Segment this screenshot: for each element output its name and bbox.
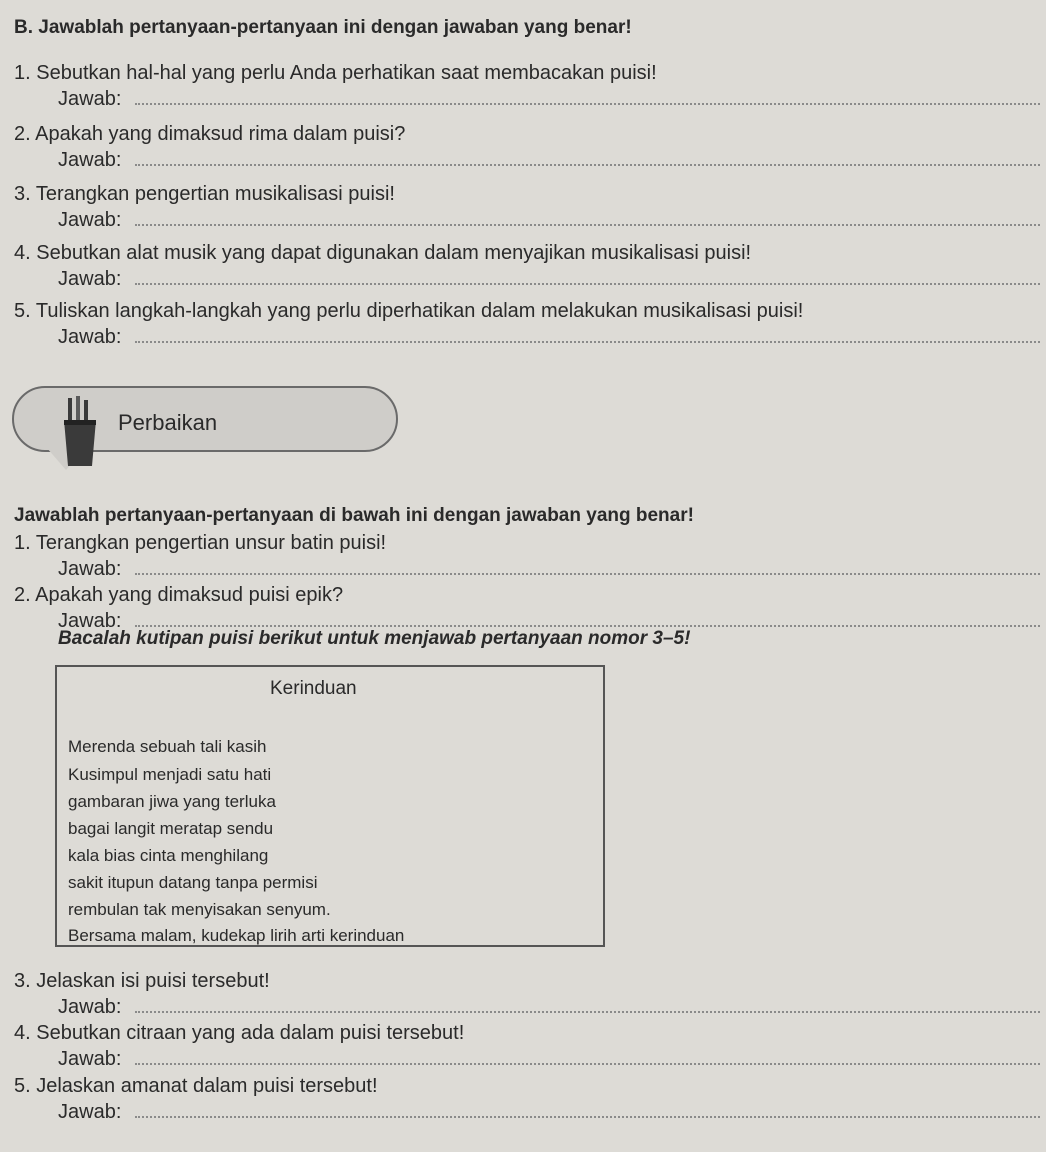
perbaikan-heading: Jawablah pertanyaan-pertanyaan di bawah ini dengan jawaban yang benar! bbox=[14, 505, 694, 526]
poem-line: rembulan tak menyisakan senyum. bbox=[68, 900, 331, 919]
perbaikan-answer-label-5: Jawab: bbox=[58, 1101, 122, 1123]
perbaikan-question-3: 3. Jelaskan isi puisi tersebut! bbox=[14, 970, 270, 992]
perbaikan-answer-line-4[interactable] bbox=[135, 1063, 1040, 1065]
question-3: 3. Terangkan pengertian musikalisasi puisi! bbox=[14, 183, 395, 205]
perbaikan-answer-label-1: Jawab: bbox=[58, 558, 122, 580]
answer-line-4[interactable] bbox=[135, 283, 1040, 285]
poem-line: sakit itupun datang tanpa permisi bbox=[68, 873, 318, 892]
poem-line: bagai langit meratap sendu bbox=[68, 819, 274, 838]
question-4: 4. Sebutkan alat musik yang dapat digunakan dalam menyajikan musikalisasi puisi! bbox=[14, 242, 752, 264]
perbaikan-question-2: 2. Apakah yang dimaksud puisi epik? bbox=[14, 584, 344, 606]
answer-line-2[interactable] bbox=[135, 164, 1040, 166]
perbaikan-answer-line-1[interactable] bbox=[135, 573, 1040, 575]
answer-line-3[interactable] bbox=[135, 224, 1040, 226]
answer-line-5[interactable] bbox=[135, 341, 1040, 343]
poem-line: Bersama malam, kudekap lirih arti kerinduan bbox=[68, 926, 405, 945]
perbaikan-answer-label-3: Jawab: bbox=[58, 996, 122, 1018]
perbaikan-answer-label-4: Jawab: bbox=[58, 1048, 122, 1070]
perbaikan-answer-line-5[interactable] bbox=[135, 1116, 1040, 1118]
question-1: 1. Sebutkan hal-hal yang perlu Anda perhatikan saat membacakan puisi! bbox=[14, 62, 657, 84]
poem-instruction: Bacalah kutipan puisi berikut untuk menjawab pertanyaan nomor 3–5! bbox=[58, 628, 691, 649]
answer-label-5: Jawab: bbox=[58, 326, 122, 348]
perbaikan-answer-label-2: Jawab: bbox=[58, 610, 122, 632]
poem-line: kala bias cinta menghilang bbox=[68, 846, 269, 865]
banner-label: Perbaikan bbox=[118, 410, 218, 435]
perbaikan-answer-line-3[interactable] bbox=[135, 1011, 1040, 1013]
poem-title: Kerinduan bbox=[270, 678, 357, 699]
perbaikan-question-5: 5. Jelaskan amanat dalam puisi tersebut! bbox=[14, 1075, 378, 1097]
section-b-heading: B. Jawablah pertanyaan-pertanyaan ini dengan jawaban yang benar! bbox=[14, 17, 632, 38]
answer-label-3: Jawab: bbox=[58, 209, 122, 231]
perbaikan-question-4: 4. Sebutkan citraan yang ada dalam puisi tersebut! bbox=[14, 1022, 465, 1044]
question-2: 2. Apakah yang dimaksud rima dalam puisi? bbox=[14, 123, 406, 145]
poem-line: Merenda sebuah tali kasih bbox=[68, 737, 267, 756]
answer-line-1[interactable] bbox=[135, 103, 1040, 105]
poem-line: Kusimpul menjadi satu hati bbox=[68, 765, 272, 784]
perbaikan-answer-line-2[interactable] bbox=[135, 625, 1040, 627]
answer-label-2: Jawab: bbox=[58, 149, 122, 171]
pencil-cup-icon bbox=[58, 396, 102, 468]
poem-line: gambaran jiwa yang terluka bbox=[68, 792, 276, 811]
question-5: 5. Tuliskan langkah-langkah yang perlu diperhatikan dalam melakukan musikalisasi puisi! bbox=[14, 300, 804, 322]
answer-label-4: Jawab: bbox=[58, 268, 122, 290]
answer-label-1: Jawab: bbox=[58, 88, 122, 110]
perbaikan-question-1: 1. Terangkan pengertian unsur batin puisi! bbox=[14, 532, 387, 554]
